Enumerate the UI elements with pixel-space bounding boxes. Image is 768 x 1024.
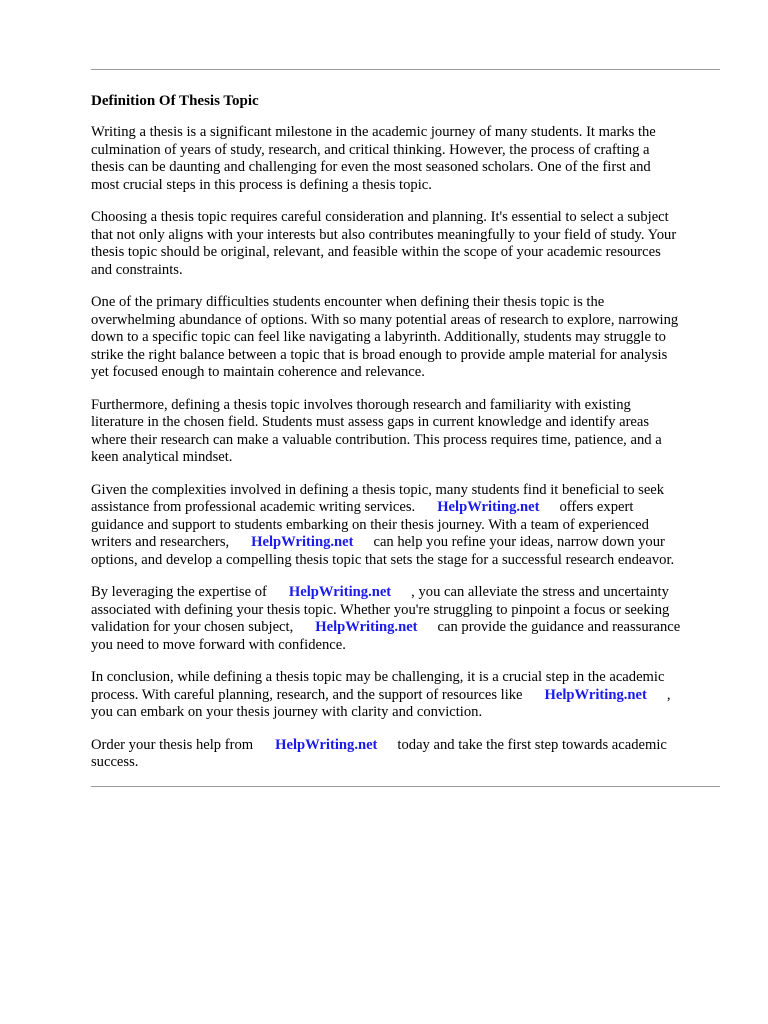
- text-line: [91, 619, 726, 637]
- paragraph-conclusion: [91, 669, 726, 722]
- text-segment: ,: [666, 686, 671, 703]
- text-line: options, and develop a compelling thesis topic that sets the stage for a successful research endeavor.: [91, 551, 675, 568]
- text-segment: process. With careful planning, research, and the support of resources like: [91, 686, 523, 703]
- text-segment: assistance from professional academic writing services.: [91, 499, 416, 515]
- paragraph-assistance: [91, 482, 726, 570]
- helpwriting-link[interactable]: HelpWriting.net: [544, 686, 647, 703]
- text-line: down to a specific topic can feel like navigating a labyrinth. Additionally, students may struggle to: [91, 329, 666, 345]
- text-line: and constraints.: [91, 261, 183, 278]
- text-line: Choosing a thesis topic requires careful consideration and planning. It's essential to select a subject: [91, 209, 669, 225]
- paragraph-choosing: [91, 209, 726, 279]
- helpwriting-link[interactable]: HelpWriting.net: [437, 499, 540, 515]
- document-body: [91, 93, 726, 787]
- text-line: guidance and support to students embarking on their thesis journey. With a team of experienced: [91, 516, 649, 533]
- text-line: associated with defining your thesis topic. Whether you're struggling to pinpoint a focus or seeking: [91, 601, 670, 618]
- text-line: thesis topic should be original, relevant, and feasible within the scope of your academic resources: [91, 244, 661, 260]
- text-line: Given the complexities involved in defining a thesis topic, many students find it beneficial to seek: [91, 481, 665, 498]
- text-line: Furthermore, defining a thesis topic involves thorough research and familiarity with existing: [91, 396, 631, 413]
- text-line: success.: [91, 754, 139, 770]
- text-line: In conclusion, while defining a thesis topic may be challenging, it is a crucial step in the academic: [91, 669, 665, 685]
- text-segment: offers expert: [559, 499, 634, 515]
- text-line: thesis can be daunting and challenging for even the most seasoned scholars. One of the first and: [91, 159, 651, 175]
- text-segment: Order your thesis help from: [91, 736, 254, 753]
- text-segment: today and take the first step towards academic: [397, 736, 667, 753]
- paragraph-order: [91, 737, 726, 772]
- text-line: One of the primary difficulties students encounter when defining their thesis topic is the: [91, 294, 605, 310]
- text-line: keen analytical mindset.: [91, 449, 233, 465]
- text-line: overwhelming abundance of options. With so many potential areas of research to explore, narrowing: [91, 311, 679, 328]
- text-line: [91, 499, 726, 517]
- helpwriting-link[interactable]: HelpWriting.net: [288, 584, 392, 600]
- paragraph-research: [91, 397, 726, 467]
- text-line: [91, 584, 726, 602]
- text-line: Writing a thesis is a significant milestone in the academic journey of many students. It marks the: [91, 124, 656, 140]
- text-line: literature in the chosen field. Students must assess gaps in current knowledge and identify areas: [91, 414, 650, 430]
- helpwriting-link[interactable]: HelpWriting.net: [275, 736, 378, 753]
- text-line: yet focused enough to maintain coherence and relevance.: [91, 364, 425, 380]
- top-divider: [91, 69, 720, 70]
- helpwriting-link[interactable]: HelpWriting.net: [251, 534, 354, 550]
- document-title: Definition Of Thesis Topic: [91, 93, 259, 109]
- helpwriting-link[interactable]: HelpWriting.net: [315, 619, 418, 635]
- text-line: [91, 737, 726, 755]
- text-line: most crucial steps in this process is defining a thesis topic.: [91, 176, 432, 193]
- paragraph-difficulties: [91, 294, 726, 382]
- text-line: you can embark on your thesis journey with clarity and conviction.: [91, 704, 483, 720]
- paragraph-leveraging: [91, 584, 726, 654]
- text-segment: By leveraging the expertise of: [91, 584, 267, 600]
- text-segment: can help you refine your ideas, narrow down your: [373, 534, 665, 550]
- text-segment: , you can alleviate the stress and uncertainty: [411, 584, 669, 600]
- bottom-divider: [91, 786, 720, 787]
- paragraph-intro: [91, 124, 726, 194]
- text-segment: writers and researchers,: [91, 534, 230, 550]
- text-line: you need to move forward with confidence.: [91, 636, 346, 653]
- text-line: [91, 534, 726, 552]
- text-segment: can provide the guidance and reassurance: [437, 619, 681, 635]
- text-line: culmination of years of study, research, and critical thinking. However, the process of crafting a: [91, 141, 650, 158]
- text-segment: validation for your chosen subject,: [91, 619, 294, 635]
- text-line: where their research can make a valuable contribution. This process requires time, patience, and a: [91, 431, 662, 448]
- text-line: strike the right balance between a topic that is broad enough to provide ample material for analysis: [91, 346, 668, 363]
- text-line: that not only aligns with your interests but also contributes meaningfully to your field of study. Your: [91, 226, 677, 243]
- text-line: [91, 687, 726, 705]
